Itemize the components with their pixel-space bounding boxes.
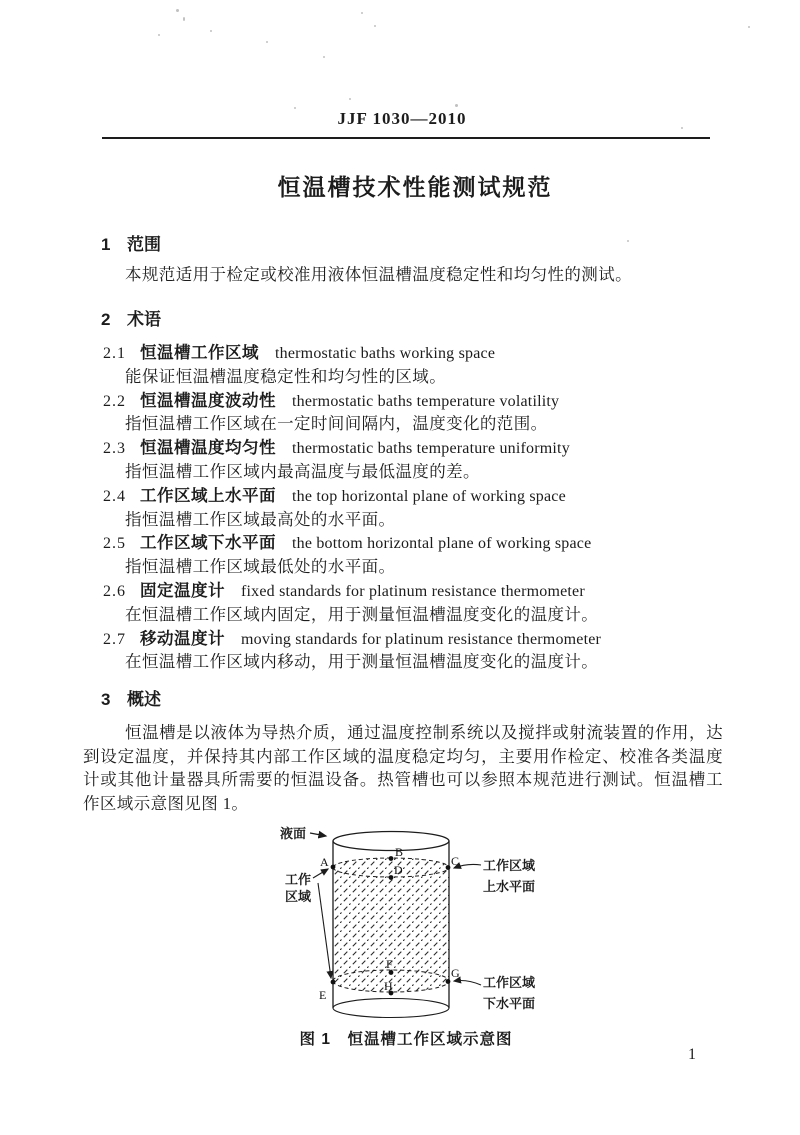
- term-number: 2.4: [103, 487, 126, 505]
- term-cn: 固定温度计: [140, 581, 225, 600]
- scan-speck: [266, 41, 268, 43]
- page-title: 恒温槽技术性能测试规范: [277, 174, 553, 200]
- point-label-g: G: [451, 966, 460, 980]
- point-dot-a: [331, 865, 336, 870]
- section-number: 2: [101, 310, 111, 329]
- term-definition: 在恒温槽工作区域内移动，用于测量恒温槽温度变化的温度计。: [125, 652, 599, 672]
- section-3-heading: [83, 685, 761, 710]
- term-en: fixed standards for platinum resistance thermometer: [241, 582, 585, 600]
- scan-speck: [361, 12, 363, 14]
- term-definition: 指恒温槽工作区域最高处的水平面。: [125, 509, 396, 529]
- scan-speck: [748, 26, 750, 28]
- term-definition: 指恒温槽工作区域在一定时间间隔内，温度变化的范围。: [125, 414, 548, 434]
- term-cn: 恒温槽温度均匀性: [140, 439, 276, 458]
- term-cn: 恒温槽温度波动性: [140, 391, 276, 410]
- term-number: 2.6: [103, 582, 126, 600]
- term-en: thermostatic baths working space: [275, 345, 496, 362]
- label-liquid-surface: 液面: [280, 826, 307, 841]
- term-number: 2.7: [103, 630, 126, 648]
- leader-working-region-to-e: [318, 883, 331, 978]
- scan-speck: [158, 34, 160, 36]
- term-number: 2.2: [103, 392, 126, 410]
- figure-caption: 图 1 恒温槽工作区域示意图: [299, 1031, 513, 1048]
- term-item: [83, 627, 739, 675]
- point-label-c: C: [451, 854, 460, 868]
- scan-speck: [374, 25, 376, 27]
- section-3-paragraph: 恒温槽是以液体为导热介质，通过温度控制系统以及搅拌或射流装置的作用，达到设定温度，并保持其内部工作区域的温度稳定均匀，主要用作检定、校准各类温度计或其他计量器具所需要的恒温设备。热管槽也可以参照本规范进行测试。恒温槽工作区域示意图见图 1。: [83, 723, 723, 813]
- term-definition: 在恒温槽工作区域内固定，用于测量恒温槽温度变化的温度计。: [125, 604, 599, 624]
- label-top-plane-2: 上水平面: [483, 879, 536, 894]
- term-definition: 指恒温槽工作区域最低处的水平面。: [125, 557, 396, 577]
- terms-list: [83, 341, 739, 674]
- term-definition: 能保证恒温槽温度稳定性和均匀性的区域。: [125, 366, 447, 386]
- term-cn: 工作区域下水平面: [140, 534, 276, 553]
- term-cn: 恒温槽工作区域: [140, 344, 259, 362]
- term-en: thermostatic baths temperature volatility: [292, 392, 560, 410]
- label-bottom-plane-1: 工作区域: [483, 975, 536, 990]
- figure-thermostatic-bath-diagram: [277, 815, 547, 1027]
- term-en: the bottom horizontal plane of working space: [292, 535, 592, 553]
- point-dot-d: [389, 875, 394, 880]
- leader-bottom-plane: [454, 981, 481, 986]
- point-label-e: E: [319, 988, 327, 1002]
- term-en: the top horizontal plane of working space: [292, 487, 566, 505]
- point-dot-c: [446, 865, 451, 870]
- point-label-h: H: [384, 979, 393, 993]
- section-number: 1: [101, 235, 111, 254]
- point-label-d: D: [394, 863, 403, 877]
- section-1-paragraph: 本规范适用于检定或校准用液体恒温槽温度稳定性和均匀性的测试。: [125, 265, 632, 284]
- term-item: [83, 341, 739, 389]
- section-1-heading: [83, 230, 761, 255]
- section-title: 概述: [127, 690, 161, 709]
- section-number: 3: [101, 690, 111, 709]
- label-top-plane-1: 工作区域: [483, 858, 536, 873]
- section-title: 范围: [127, 235, 161, 254]
- term-number: 2.5: [103, 535, 126, 553]
- term-item: [83, 389, 739, 437]
- term-number: 2.1: [103, 345, 126, 362]
- term-cn: 工作区域上水平面: [140, 486, 276, 505]
- term-item: [83, 531, 739, 579]
- scan-speck: [210, 30, 212, 32]
- document-code: JJF 1030—2010: [337, 109, 467, 128]
- section-title: 术语: [127, 310, 161, 329]
- point-label-b: B: [395, 845, 404, 859]
- term-item: [83, 484, 739, 532]
- point-label-a: A: [320, 855, 329, 869]
- point-dot-g: [446, 979, 451, 984]
- point-dot-b: [389, 856, 394, 861]
- scan-speck: [455, 104, 458, 107]
- term-item: [83, 436, 739, 484]
- section-2-heading: [83, 305, 761, 330]
- scan-speck: [323, 56, 325, 58]
- leader-liquid-surface: [310, 833, 326, 836]
- scan-speck: [183, 17, 185, 21]
- header-rule: [102, 137, 710, 139]
- point-label-f: F: [386, 957, 393, 971]
- term-item: [83, 579, 739, 627]
- label-working-region-2: 区域: [285, 889, 312, 904]
- cylinder-bottom-ellipse: [333, 999, 449, 1018]
- scan-speck: [349, 98, 351, 100]
- label-working-region-1: 工作: [285, 872, 312, 887]
- term-en: thermostatic baths temperature uniformity: [292, 440, 570, 458]
- page-number: 1: [688, 1046, 696, 1063]
- leader-working-region-to-a: [313, 869, 328, 878]
- term-definition: 指恒温槽工作区域内最高温度与最低温度的差。: [125, 461, 480, 481]
- term-number: 2.3: [103, 440, 126, 458]
- label-bottom-plane-2: 下水平面: [483, 996, 536, 1011]
- point-dot-e: [331, 980, 336, 985]
- term-cn: 移动温度计: [140, 629, 225, 648]
- scan-speck: [176, 9, 179, 12]
- cylinder-top-ellipse: [333, 832, 449, 851]
- term-en: moving standards for platinum resistance thermometer: [241, 630, 602, 648]
